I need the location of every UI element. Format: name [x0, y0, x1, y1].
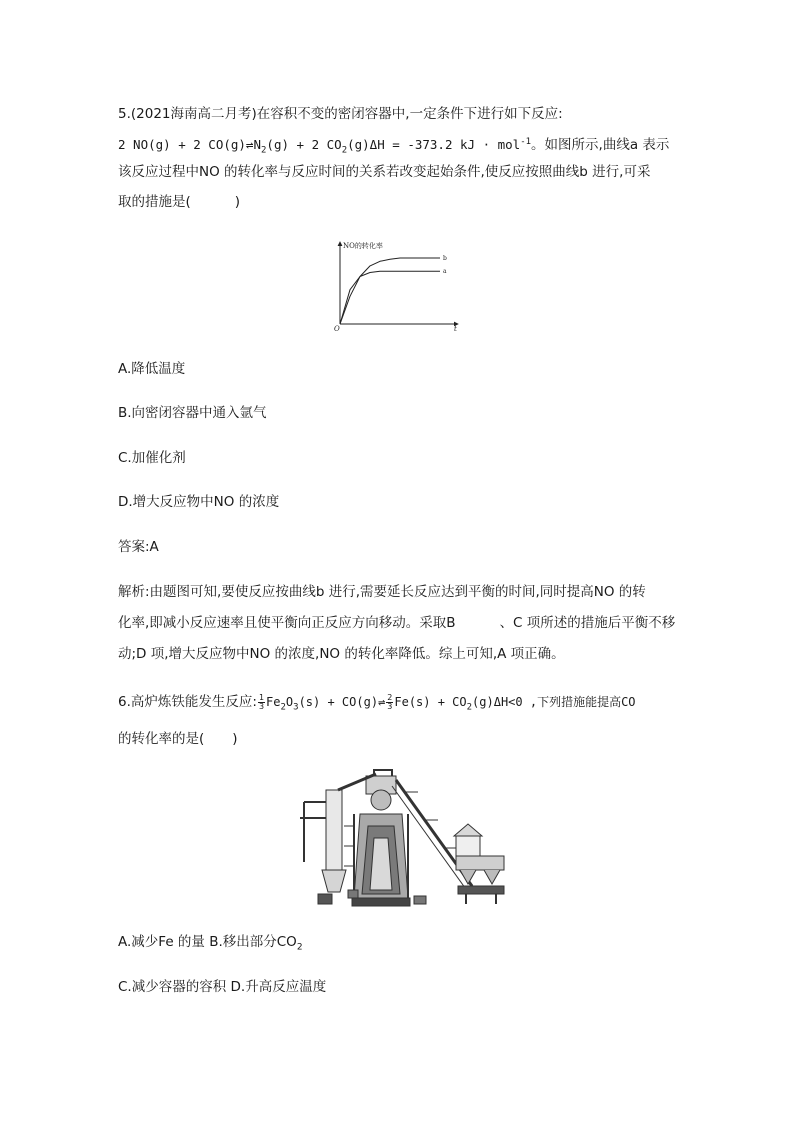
no-conversion-chart: [326, 238, 466, 334]
curve-b-label: b: [443, 255, 447, 262]
q5-option-c: C.加催化剂: [118, 450, 186, 466]
q5-number: 5.: [118, 106, 131, 122]
curve-b: [340, 258, 440, 324]
q5-option-a: A.降低温度: [118, 361, 186, 377]
curve-a: [340, 271, 440, 324]
q6-number: 6.: [118, 694, 131, 710]
fraction-two-thirds: $\frac{2}{3}$: [387, 692, 393, 711]
y-axis-label: NO的转化率: [343, 242, 383, 250]
q5-analysis-1: 解析:由题图可知,要使反应按曲线b 进行,需要延长反应达到平衡的时间,同时提高NO 的转: [118, 584, 646, 600]
q5-stem: 在容积不变的密闭容器中,一定条件下进行如下反应:: [256, 106, 563, 122]
q5-line-4: 取的措施是( ): [118, 194, 241, 210]
q6-options-ab: A.减少Fe 的量 B.移出部分$CO_2$: [118, 934, 303, 953]
origin-label: O: [334, 325, 340, 333]
blast-furnace-illustration: [296, 766, 514, 916]
q6-line-2: 的转化率的是( ): [118, 731, 238, 747]
q5-equation: 2 NO(g) + 2 $CO(g)\rightleftharpoons N_2(g) + 2$ $CO_2(g)\Delta H = -373.2$ kJ · mol$^{-1}$。如图所示,曲线a 表示: [118, 137, 670, 156]
q5-source: (2021海南高二月考): [130, 106, 257, 122]
x-axis-label: t: [454, 325, 457, 333]
q6-line-1: 6.高炉炼铁能发生反应: $\frac{1}{3}$ $Fe_2O_3(s)$ + CO(g)⇌ $\frac{2}{3}$ $Fe(s) + CO_2(g)\Delta H<0$ ,下列措施能提高CO: [118, 692, 636, 713]
q5-option-d: D.增大反应物中NO 的浓度: [118, 494, 280, 510]
q6-options-cd: C.减少容器的容积 D.升高反应温度: [118, 979, 327, 995]
q5-line-1: [118, 105, 563, 123]
curve-a-label: a: [443, 268, 447, 276]
fraction-one-third: $\frac{1}{3}$: [258, 692, 265, 711]
q5-analysis-3: 动;D 项,增大反应物中NO 的浓度,NO 的转化率降低。综上可知,A 项正确。: [118, 646, 565, 662]
q5-option-b: B.向密闭容器中通入氩气: [118, 405, 267, 421]
q5-analysis-2: 化率,即减小反应速率且使平衡向正反应方向移动。采取B 、C 项所述的措施后平衡不移: [118, 615, 676, 631]
q5-answer: 答案:A: [118, 539, 159, 555]
q5-line-3: 该反应过程中NO 的转化率与反应时间的关系若改变起始条件,使反应按照曲线b 进行,可采: [118, 164, 651, 180]
